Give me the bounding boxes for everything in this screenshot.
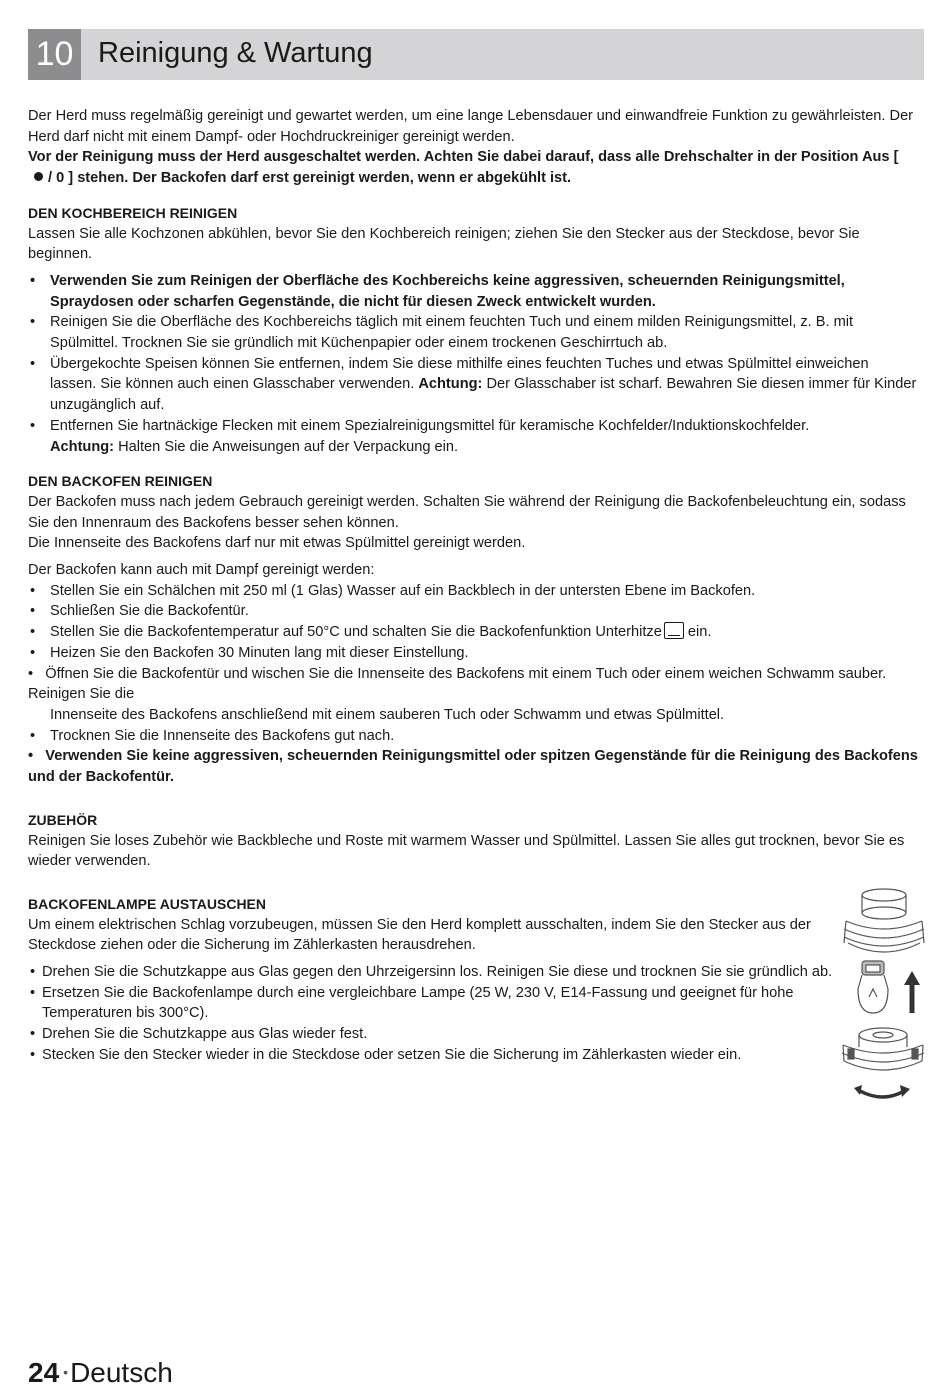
lamp-step: • Drehen Sie die Schutzkappe aus Glas wieder fest. xyxy=(28,1024,838,1045)
oven-step: • Schließen Sie die Backofentür. xyxy=(28,601,918,622)
hob-bullet xyxy=(28,416,918,457)
oven-step: • Stellen Sie ein Schälchen mit 250 ml (1 Glas) Wasser auf ein Backblech in der untersten Ebene im Backofen. xyxy=(28,581,918,602)
lamp-step: • Stecken Sie den Stecker wieder in die Steckdose oder setzen Sie die Sicherung im Zählerkasten wieder ein. xyxy=(28,1045,838,1066)
off-position-dot-icon xyxy=(34,172,43,181)
hob-bullet xyxy=(28,354,918,416)
accessories-heading: ZUBEHÖR xyxy=(28,811,98,828)
oven-warning: • Verwenden Sie keine aggressiven, scheuernden Reinigungsmittel oder spitzen Gegenstände für die Reinigung des Backofens und der Backofentür. xyxy=(28,748,918,786)
oven-step-text: Stellen Sie die Backofentemperatur auf 50°C und schalten Sie die Backofenfunktion Unterhitze xyxy=(50,624,662,641)
oven-steps xyxy=(28,581,918,664)
bulb-icon xyxy=(858,961,888,1013)
steam-intro: Der Backofen kann auch mit Dampf gereinigt werden: xyxy=(28,562,375,579)
attention-label: Achtung: xyxy=(50,438,115,455)
page-content xyxy=(28,106,918,1066)
page-number: 24 xyxy=(28,1357,60,1388)
lamp-heading: BACKOFENLAMPE AUSTAUSCHEN xyxy=(28,895,266,912)
hob-bullet-text: Halten Sie die Anweisungen auf der Verpackung ein. xyxy=(118,438,459,455)
lamp-section xyxy=(28,894,838,1066)
bottom-heat-icon xyxy=(664,622,684,639)
chapter-number: 10 xyxy=(28,29,81,80)
oven-step-text: ein. xyxy=(687,624,712,641)
footer-language: Deutsch xyxy=(70,1357,173,1388)
footer-separator: • xyxy=(63,1364,69,1380)
chapter-header xyxy=(28,29,924,80)
oven-step: • Öffnen Sie die Backofentür und wischen Sie die Innenseite des Backofens mit einem Tuch oder einem weichen Schwamm sauber. Reinigen Sie die xyxy=(28,665,887,703)
glass-cap-icon xyxy=(844,889,924,952)
accessories-text: Reinigen Sie loses Zubehör wie Backbleche und Roste mit warmem Wasser und Spülmittel. Lassen Sie alles gut trocknen, bevor Sie es wieder verwenden. xyxy=(28,832,905,870)
chapter-title: Reinigung & Wartung xyxy=(98,37,373,69)
oven-step-continued: Innenseite des Backofens anschließend mit einem sauberen Tuch oder Schwamm und etwas Spülmittel. xyxy=(50,706,725,723)
intro-warning-part2: / 0 ] stehen. Der Backofen darf erst gereinigt werden, wenn er abgekühlt ist. xyxy=(48,170,572,187)
lamp-steps xyxy=(28,962,838,1066)
oven-text: Die Innenseite des Backofens darf nur mit etwas Spülmittel gereinigt werden. xyxy=(28,535,526,552)
attention-label: Achtung: xyxy=(418,376,483,393)
lamp-step: • Ersetzen Sie die Backofenlampe durch eine vergleichbare Lampe (25 W, 230 V, E14-Fassung und geeignet für hohe Temperaturen bis 300°C). xyxy=(28,983,838,1024)
hob-bullet: • Reinigen Sie die Oberfläche des Kochbereichs täglich mit einem feuchten Tuch und einem milden Reinigungsmittel, z. B. mit Spülmittel. Trocknen Sie sie gründlich mit Küchenpapier oder einem trockenen Geschirrtuch ab. xyxy=(28,312,918,353)
intro-warning xyxy=(28,147,918,188)
oven-step xyxy=(28,622,918,643)
oven-warning-text: Verwenden Sie keine aggressiven, scheuernden Reinigungsmittel oder spitzen Gegenstände für die Reinigung des Backofens und der Backofentür. xyxy=(28,748,918,786)
oven-step: • Heizen Sie den Backofen 30 Minuten lang mit dieser Einstellung. xyxy=(28,643,918,664)
lamp-replacement-illustration xyxy=(838,885,928,1105)
hob-bullet-text: Der Glasschaber ist scharf. Bewahren Sie diesen immer für Kinder unzugänglich auf. xyxy=(50,376,917,414)
hob-bullet-text: Übergekochte Speisen können Sie entfernen, indem Sie diese mithilfe eines feuchten Tuches und etwas Spülmittel einweichen lassen. Sie können auch einen Glasschaber verwenden. xyxy=(50,355,869,393)
oven-heading: DEN BACKOFEN REINIGEN xyxy=(28,473,213,490)
lamp-step: • Drehen Sie die Schutzkappe aus Glas gegen den Uhrzeigersinn los. Reinigen Sie diese und trocknen Sie sie gründlich ab. xyxy=(28,962,838,983)
hob-bullets xyxy=(28,271,918,457)
hob-heading: DEN KOCHBEREICH REINIGEN xyxy=(28,204,238,221)
oven-text: Der Backofen muss nach jedem Gebrauch gereinigt werden. Schalten Sie während der Reinigung die Backofenbeleuchtung ein, sodass Sie den Innenraum des Backofens besser sehen können. xyxy=(28,493,906,531)
intro-paragraph: Der Herd muss regelmäßig gereinigt und gewartet werden, um eine lange Lebensdauer und einwandfreie Funktion zu gewährleisten. Der Herd darf nicht mit einem Dampf- oder Hochdruckreiniger gereinigt werden. xyxy=(28,108,914,145)
arrow-up-icon xyxy=(904,971,920,1013)
rotate-arrow-icon xyxy=(854,1085,910,1097)
lamp-text: Um einem elektrischen Schlag vorzubeugen, müssen Sie den Herd komplett ausschalten, indem Sie den Stecker aus der Steckdose ziehen oder die Sicherung im Zählerkasten herausdrehen. xyxy=(28,916,811,954)
oven-steps-end xyxy=(28,726,918,747)
hob-bullet: • Verwenden Sie zum Reinigen der Oberfläche des Kochbereichs keine aggressiven, scheuernden Reinigungsmittel, Spraydosen oder scharfen Gegenstände, die nicht für diesen Zweck entwickelt wurden. xyxy=(28,271,918,312)
hob-bullet-text: Entfernen Sie hartnäckige Flecken mit einem Spezialreinigungsmittel für keramische Kochfelder/Induktionskochfelder. xyxy=(50,417,810,434)
socket-icon xyxy=(842,1028,924,1070)
intro-warning-part1: Vor der Reinigung muss der Herd ausgeschaltet werden. Achten Sie dabei darauf, dass alle Drehschalter in der Position Aus [ xyxy=(28,149,899,166)
oven-step-text: Öffnen Sie die Backofentür und wischen Sie die Innenseite des Backofens mit einem Tuch oder einem weichen Schwamm sauber. Reinigen Sie die xyxy=(28,665,887,703)
hob-text: Lassen Sie alle Kochzonen abkühlen, bevor Sie den Kochbereich reinigen; ziehen Sie den Stecker aus der Steckdose, bevor Sie beginnen. xyxy=(28,225,860,263)
oven-step: • Trocknen Sie die Innenseite des Backofens gut nach. xyxy=(28,726,918,747)
page-footer xyxy=(28,1352,173,1392)
